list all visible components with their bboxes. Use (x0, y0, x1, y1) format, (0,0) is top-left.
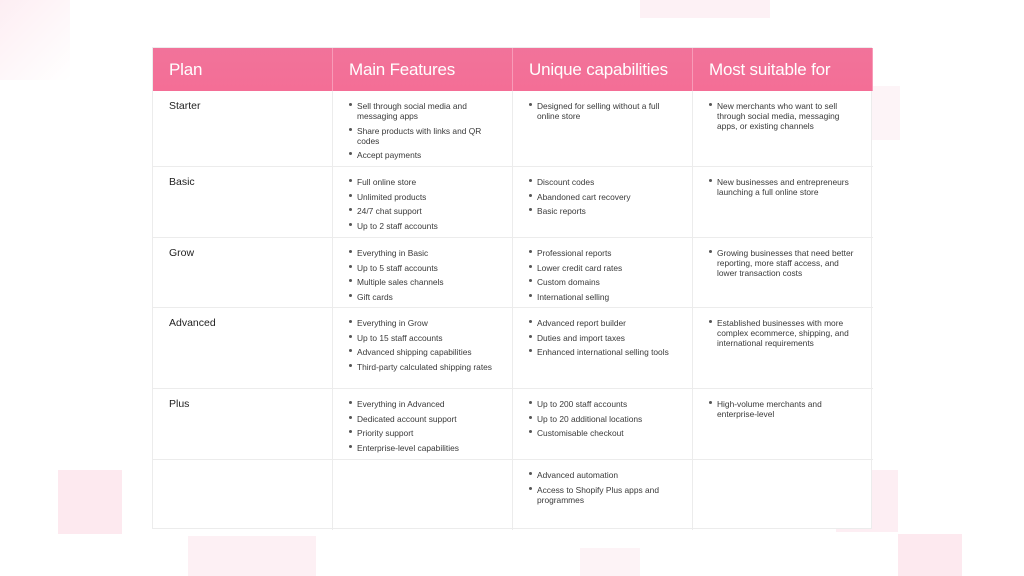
suitable-for-cell (693, 308, 873, 389)
bullet-list (529, 318, 680, 357)
bullet-list (529, 470, 680, 505)
list-item: Advanced automation (529, 470, 680, 480)
suitable-for-cell (693, 167, 873, 238)
decorative-block (580, 548, 640, 576)
list-item: Up to 15 staff accounts (349, 333, 500, 343)
bullet-list (349, 101, 500, 161)
bullet-list (709, 177, 861, 197)
suitable-for-cell (693, 460, 873, 530)
list-item: Access to Shopify Plus apps and programmes (529, 485, 680, 505)
list-item: 24/7 chat support (349, 206, 500, 216)
list-item: Priority support (349, 428, 500, 438)
list-item: Custom domains (529, 277, 680, 287)
plan-name-cell: Advanced (153, 308, 333, 389)
list-item: Everything in Grow (349, 318, 500, 328)
decorative-block (898, 534, 962, 576)
bullet-list (349, 248, 500, 302)
list-item: Full online store (349, 177, 500, 187)
bullet-list (349, 177, 500, 231)
bullet-list (529, 399, 680, 438)
decorative-block (58, 470, 122, 534)
bullet-list (709, 101, 861, 132)
decorative-block (640, 0, 770, 18)
list-item: Abandoned cart recovery (529, 192, 680, 202)
bullet-list (529, 177, 680, 216)
main-features-cell (333, 308, 513, 389)
unique-capabilities-cell (513, 91, 693, 167)
suitable-for-cell (693, 91, 873, 167)
list-item: Basic reports (529, 206, 680, 216)
main-features-cell (333, 91, 513, 167)
main-features-cell (333, 460, 513, 530)
plan-name-cell (153, 460, 333, 530)
suitable-for-cell (693, 389, 873, 460)
unique-capabilities-cell (513, 460, 693, 530)
list-item: Duties and import taxes (529, 333, 680, 343)
list-item: Lower credit card rates (529, 263, 680, 273)
list-item: Up to 20 additional locations (529, 414, 680, 424)
list-item: Multiple sales channels (349, 277, 500, 287)
header-unique-capabilities: Unique capabilities (513, 48, 693, 91)
list-item: Discount codes (529, 177, 680, 187)
list-item: Everything in Advanced (349, 399, 500, 409)
plan-name-cell: Basic (153, 167, 333, 238)
decorative-block (0, 0, 70, 80)
list-item: Customisable checkout (529, 428, 680, 438)
main-features-cell (333, 238, 513, 308)
plan-comparison-table (152, 47, 872, 529)
list-item: Growing businesses that need better reporting, more staff access, and lower transaction costs (709, 248, 861, 279)
header-most-suitable-for: Most suitable for (693, 48, 873, 91)
bullet-list (529, 101, 680, 121)
plan-name-cell: Plus (153, 389, 333, 460)
list-item: International selling (529, 292, 680, 302)
bullet-list (529, 248, 680, 302)
list-item: New merchants who want to sell through social media, messaging apps, or existing channels (709, 101, 861, 132)
list-item: Up to 2 staff accounts (349, 221, 500, 231)
list-item: Unlimited products (349, 192, 500, 202)
bullet-list (709, 318, 861, 349)
list-item: Advanced shipping capabilities (349, 347, 500, 357)
list-item: Gift cards (349, 292, 500, 302)
list-item: Dedicated account support (349, 414, 500, 424)
list-item: Designed for selling without a full online store (529, 101, 680, 121)
unique-capabilities-cell (513, 238, 693, 308)
unique-capabilities-cell (513, 167, 693, 238)
list-item: Enterprise-level capabilities (349, 443, 500, 453)
main-features-cell (333, 389, 513, 460)
suitable-for-cell (693, 238, 873, 308)
list-item: New businesses and entrepreneurs launching a full online store (709, 177, 861, 197)
main-features-cell (333, 167, 513, 238)
list-item: High-volume merchants and enterprise-level (709, 399, 861, 419)
bullet-list (709, 248, 861, 279)
bullet-list (709, 399, 861, 419)
unique-capabilities-cell (513, 389, 693, 460)
list-item: Enhanced international selling tools (529, 347, 680, 357)
list-item: Up to 5 staff accounts (349, 263, 500, 273)
header-main-features: Main Features (333, 48, 513, 91)
header-plan: Plan (153, 48, 333, 91)
list-item: Up to 200 staff accounts (529, 399, 680, 409)
bullet-list (349, 318, 500, 372)
unique-capabilities-cell (513, 308, 693, 389)
list-item: Sell through social media and messaging apps (349, 101, 500, 121)
list-item: Advanced report builder (529, 318, 680, 328)
plan-name-cell: Grow (153, 238, 333, 308)
bullet-list (349, 399, 500, 453)
list-item: Established businesses with more complex ecommerce, shipping, and international requirements (709, 318, 861, 349)
list-item: Accept payments (349, 150, 500, 160)
plan-name-cell: Starter (153, 91, 333, 167)
list-item: Professional reports (529, 248, 680, 258)
list-item: Third-party calculated shipping rates (349, 362, 500, 372)
decorative-block (188, 536, 316, 576)
list-item: Everything in Basic (349, 248, 500, 258)
list-item: Share products with links and QR codes (349, 126, 500, 146)
